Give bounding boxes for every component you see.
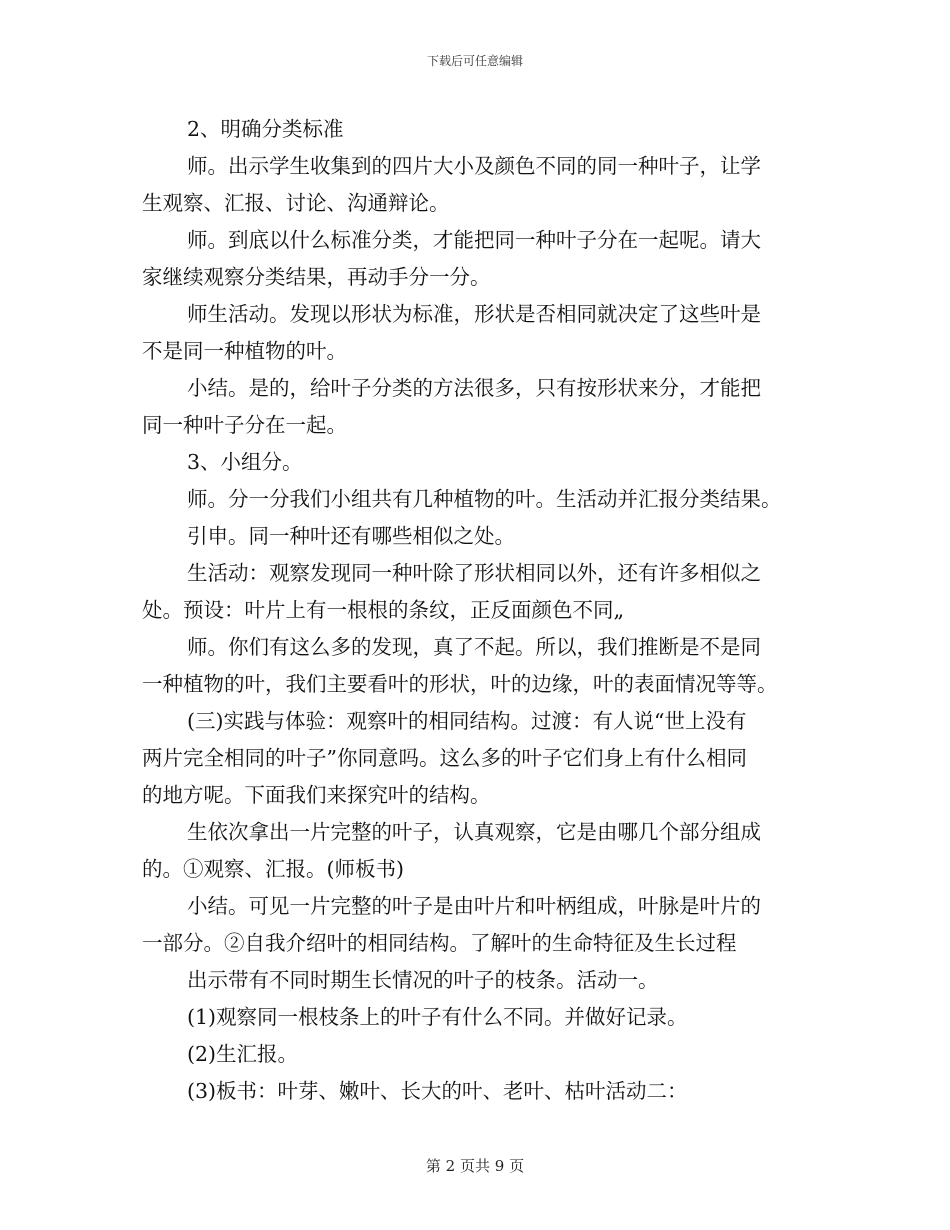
paragraph-line: 出示带有不同时期生长情况的叶子的枝条。活动一。: [187, 968, 659, 992]
paragraph-line: 师生活动。发现以形状为标准，形状是否相同就决定了这些叶是: [187, 302, 761, 326]
paragraph-line: 同一种叶子分在一起。: [142, 413, 347, 437]
paragraph-line: 一部分。②自我介绍叶的相同结构。了解叶的生命特征及生长过程: [142, 931, 737, 955]
paragraph-line: 不是同一种植物的叶。: [142, 339, 347, 363]
paragraph-line: 处。预设：叶片上有一根根的条纹，正反面颜色不同„: [142, 598, 625, 622]
paragraph-line: 师。你们有这么多的发现，真了不起。所以，我们推断是不是同: [187, 635, 761, 659]
paragraph-line: 小结。是的，给叶子分类的方法很多，只有按形状来分，才能把: [187, 376, 761, 400]
paragraph-line: (2)生汇报。: [187, 1042, 299, 1066]
page-footer: 第 2 页共 9 页: [425, 1157, 525, 1175]
paragraph-line: 引申。同一种叶还有哪些相似之处。: [187, 524, 515, 548]
paragraph-line: 师。出示学生收集到的四片大小及颜色不同的同一种叶子，让学: [187, 154, 761, 178]
paragraph-line: 小结。可见一片完整的叶子是由叶片和叶柄组成，叶脉是叶片的: [187, 894, 761, 918]
paragraph-line: 家继续观察分类结果，再动手分一分。: [142, 265, 491, 289]
document-body: [142, 111, 812, 1110]
paragraph-line: 一种植物的叶，我们主要看叶的形状，叶的边缘，叶的表面情况等等。: [142, 672, 778, 696]
paragraph-line: 生依次拿出一片完整的叶子，认真观察，它是由哪几个部分组成: [187, 820, 761, 844]
paragraph-line: (3)板书：叶芽、嫩叶、长大的叶、老叶、枯叶活动二：: [187, 1079, 688, 1103]
paragraph-line: 两片完全相同的叶子”你同意吗。这么多的叶子它们身上有什么相同: [142, 746, 747, 770]
paragraph-line: (三)实践与体验：观察叶的相同结构。过渡：有人说“世上没有: [187, 709, 747, 733]
paragraph-line: 生活动：观察发现同一种叶除了形状相同以外，还有许多相似之: [187, 561, 761, 585]
paragraph-line: 的地方呢。下面我们来探究叶的结构。: [142, 783, 491, 807]
paragraph-line: 的。①观察、汇报。(师板书): [142, 857, 404, 881]
paragraph-line: 师。分一分我们小组共有几种植物的叶。生活动并汇报分类结果。: [187, 487, 782, 511]
paragraph-line: 3、小组分。: [187, 450, 303, 474]
page-header: 下载后可任意编辑: [426, 54, 523, 68]
paragraph-line: 2、明确分类标准: [187, 117, 344, 141]
paragraph-line: (1)观察同一根枝条上的叶子有什么不同。并做好记录。: [187, 1005, 688, 1029]
paragraph-line: 生观察、汇报、讨论、沟通辩论。: [142, 191, 450, 215]
paragraph-line: 师。到底以什么标准分类，才能把同一种叶子分在一起呢。请大: [187, 228, 761, 252]
